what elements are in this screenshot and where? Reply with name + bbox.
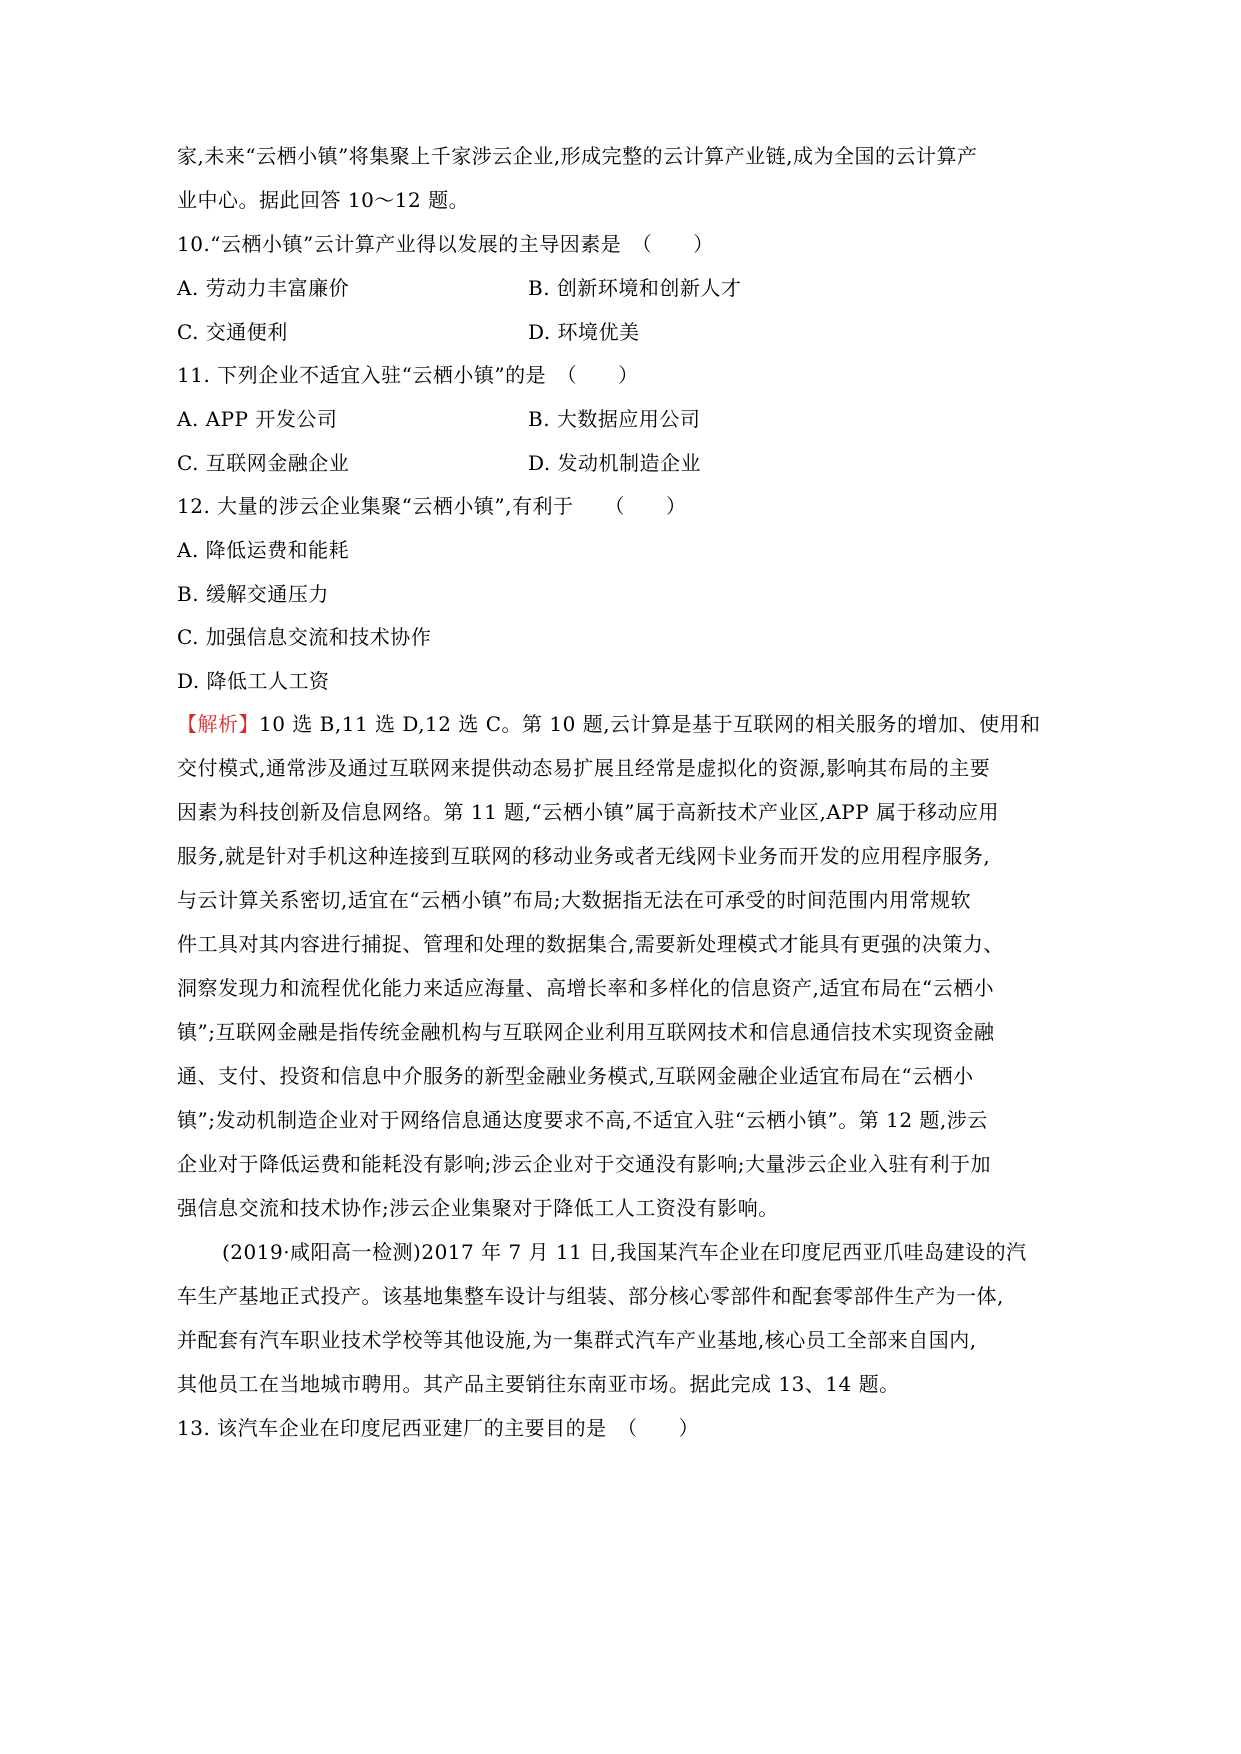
q12-option-a: A. 降低运费和能耗 xyxy=(177,538,350,562)
q12-option-d: D. 降低工人工资 xyxy=(177,669,330,693)
q11-option-c: C. 互联网金融企业 xyxy=(177,451,350,475)
question-10-stem: 10.“云栖小镇”云计算产业得以发展的主导因素是 （ ） xyxy=(177,232,714,256)
analysis-line-8: 镇”;互联网金融是指传统金融机构与互联网企业利用互联网技术和信息通信技术实现资金融 xyxy=(177,1020,995,1044)
analysis-text: 10 选 B,11 选 D,12 选 C。第 10 题,云计算是基于互联网的相关服务的增加、使用和 xyxy=(259,712,1041,736)
analysis-line-7: 洞察发现力和流程优化能力来适应海量、高增长率和多样化的信息资产,适宜布局在“云栖小 xyxy=(177,976,995,1000)
passage2-line-4: 其他员工在当地城市聘用。其产品主要销往东南亚市场。据此完成 13、14 题。 xyxy=(177,1372,900,1396)
analysis-line-4: 服务,就是针对手机这种连接到互联网的移动业务或者无线网卡业务而开发的应用程序服务, xyxy=(177,844,991,868)
passage2-line-2: 车生产基地正式投产。该基地集整车设计与组装、部分核心零部件和配套零部件生产为一体, xyxy=(177,1284,1004,1308)
passage2-line-3: 并配套有汽车职业技术学校等其他设施,为一集群式汽车产业基地,核心员工全部来自国内, xyxy=(177,1328,977,1352)
q11-option-d: D. 发动机制造企业 xyxy=(528,451,702,475)
analysis-line-3: 因素为科技创新及信息网络。第 11 题,“云栖小镇”属于高新技术产业区,APP 属于移动应用 xyxy=(177,800,1000,824)
analysis-line-11: 企业对于降低运费和能耗没有影响;涉云企业对于交通没有影响;大量涉云企业入驻有利于加 xyxy=(177,1152,991,1176)
analysis-line-2: 交付模式,通常涉及通过互联网来提供动态易扩展且经常是虚拟化的资源,影响其布局的主要 xyxy=(177,756,991,780)
analysis-line-1 xyxy=(177,710,1041,738)
q10-option-b: B. 创新环境和创新人才 xyxy=(528,276,742,300)
intro-line-1: 家,未来“云栖小镇”将集聚上千家涉云企业,形成完整的云计算产业链,成为全国的云计算产 xyxy=(177,144,978,168)
analysis-line-10: 镇”;发动机制造企业对于网络信息通达度要求不高,不适宜入驻“云栖小镇”。第 12 题,涉云 xyxy=(177,1108,988,1132)
passage2-line-1: (2019·咸阳高一检测)2017 年 7 月 11 日,我国某汽车企业在印度尼西亚爪哇岛建设的汽 xyxy=(222,1240,1027,1264)
analysis-tag: 【解析】 xyxy=(177,712,259,736)
question-13-stem: 13. 该汽车企业在印度尼西亚建厂的主要目的是 （ ） xyxy=(177,1416,700,1440)
analysis-line-12: 强信息交流和技术协作;涉云企业集聚对于降低工人工资没有影响。 xyxy=(177,1196,779,1220)
q10-option-c: C. 交通便利 xyxy=(177,320,288,344)
intro-line-2: 业中心。据此回答 10～12 题。 xyxy=(177,188,470,212)
question-11-stem: 11. 下列企业不适宜入驻“云栖小镇”的是 （ ） xyxy=(177,363,639,387)
analysis-line-5: 与云计算关系密切,适宜在“云栖小镇”布局;大数据指无法在可承受的时间范围内用常规软 xyxy=(177,888,972,912)
q10-option-d: D. 环境优美 xyxy=(528,320,640,344)
q11-option-a: A. APP 开发公司 xyxy=(177,407,338,431)
q12-option-c: C. 加强信息交流和技术协作 xyxy=(177,625,432,649)
q10-option-a: A. 劳动力丰富廉价 xyxy=(177,276,350,300)
analysis-line-6: 件工具对其内容进行捕捉、管理和处理的数据集合,需要新处理模式才能具有更强的决策力、 xyxy=(177,932,1004,956)
q12-option-b: B. 缓解交通压力 xyxy=(177,582,329,606)
q11-option-b: B. 大数据应用公司 xyxy=(528,407,701,431)
question-12-stem: 12. 大量的涉云企业集聚“云栖小镇”,有利于 （ ） xyxy=(177,494,687,518)
analysis-line-9: 通、支付、投资和信息中介服务的新型金融业务模式,互联网金融企业适宜布局在“云栖小 xyxy=(177,1064,974,1088)
